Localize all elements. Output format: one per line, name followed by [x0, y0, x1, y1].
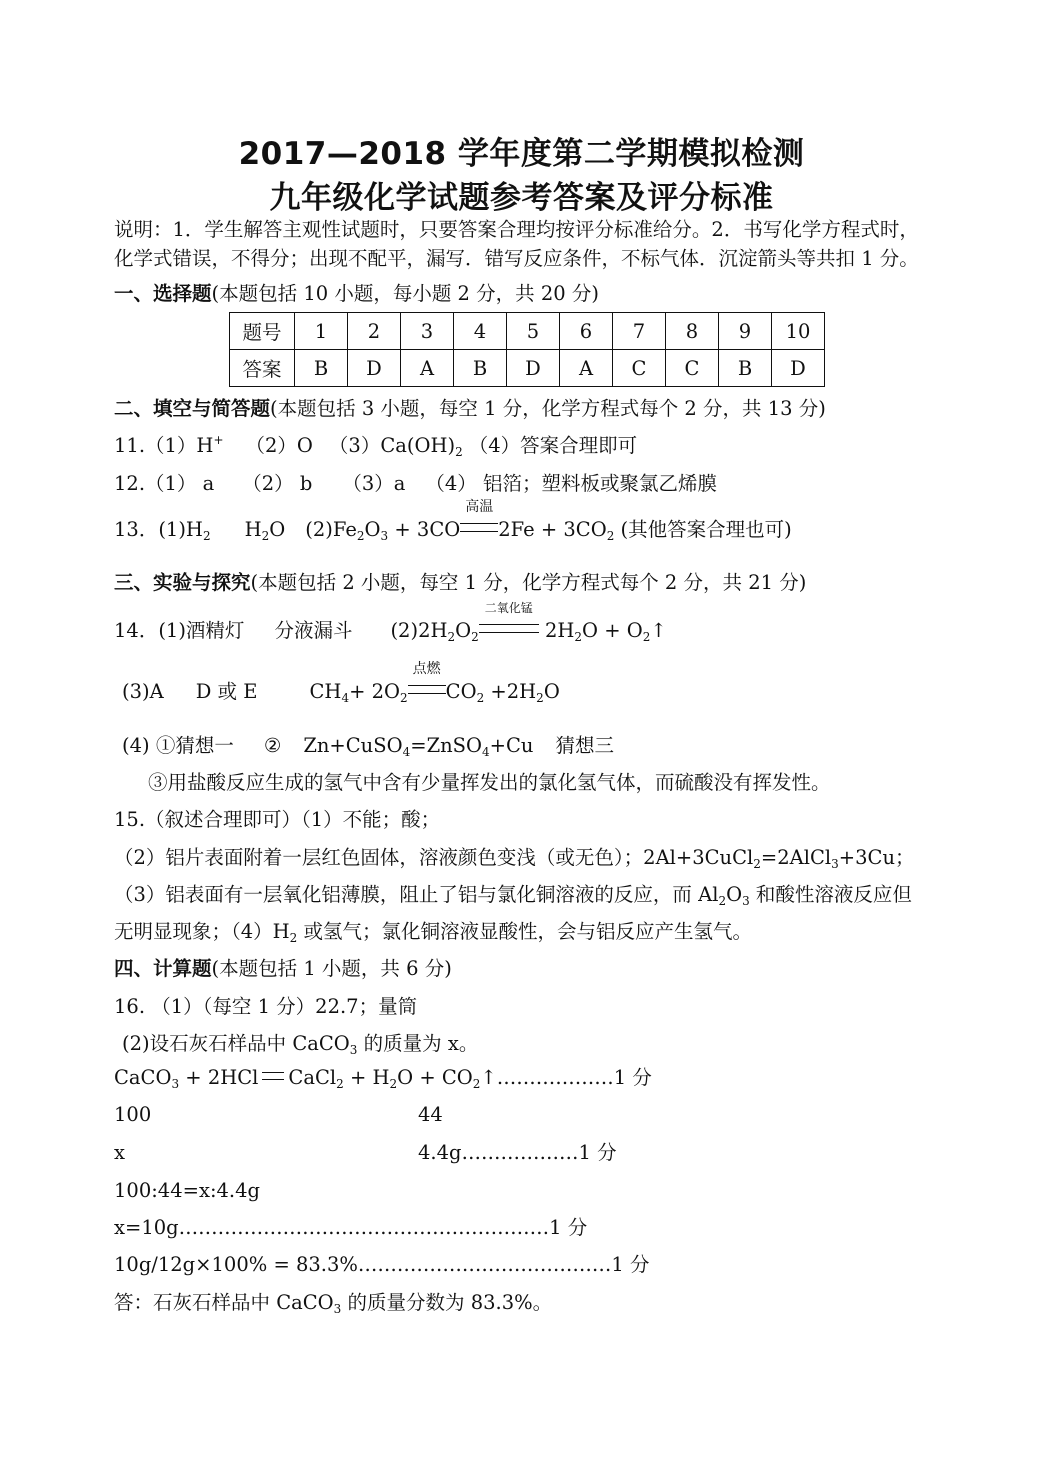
table-cell-number: 9	[719, 313, 772, 350]
q14-4-eq-3: +Cu	[489, 734, 534, 757]
q13-eq-1: (2)Fe	[305, 518, 357, 541]
section-3-header	[114, 571, 806, 595]
q13-sub: 2	[356, 529, 365, 543]
calc-sub: 2	[336, 1077, 344, 1091]
reaction-condition	[479, 601, 539, 643]
calc-ratio-1-right: 44	[418, 1103, 443, 1126]
q14-eq-2: O	[455, 619, 472, 642]
table-cell-number: 1	[295, 313, 348, 350]
section-1-heading: 一、选择题	[114, 282, 212, 305]
q15-3-part-1: （3）铝表面有一层氧化铝薄膜，阻止了铝与氯化铜溶液的反应，而 Al	[114, 883, 719, 906]
table-cell-number: 8	[666, 313, 719, 350]
calc-eq-4: + H	[343, 1066, 390, 1089]
q14-sub: 2	[471, 630, 479, 644]
q15-2-part-3: +3Cu；	[838, 846, 915, 869]
calc-sub: 2	[472, 1077, 481, 1091]
q14-3-eq-3: CO	[445, 680, 477, 703]
q13-eq-4: 2Fe + 3CO	[498, 518, 607, 541]
section-1-header	[114, 282, 599, 306]
q14-part-1: 14．(1)酒精灯	[114, 619, 245, 642]
calc-ratio-2-left: x	[114, 1141, 125, 1164]
q14-3-eq-2: + 2O	[349, 680, 401, 703]
q12-part-1: 12.（1） a	[114, 472, 215, 495]
question-16-2	[122, 1032, 478, 1056]
calc-eq-1: CaCO	[114, 1066, 172, 1089]
q14-sub: 2	[574, 630, 583, 644]
answer-table	[229, 312, 825, 387]
calc-eq-3: CaCl	[288, 1066, 337, 1089]
q15-sub: 2	[289, 931, 298, 945]
table-cell-answer: A	[560, 350, 613, 387]
q14-sub: 2	[642, 630, 651, 644]
final-answer-part-1: 答：石灰石样品中 CaCO	[114, 1291, 334, 1314]
table-cell-answer: B	[295, 350, 348, 387]
q12-part-2: （2） b	[242, 472, 313, 495]
section-4-header	[114, 957, 452, 981]
q12-part-3: （3）a	[342, 472, 406, 495]
table-cell-number: 2	[348, 313, 401, 350]
q14-eq-1: (2)2H	[390, 619, 448, 642]
q15-2-part-2: =2AlCl	[760, 846, 832, 869]
section-1-desc: (本题包括 10 小题，每小题 2 分，共 20 分)	[211, 282, 599, 305]
q15-sub: 3	[742, 894, 750, 908]
q13-sub: 2	[606, 529, 615, 543]
q14-3-sub: 2	[400, 691, 408, 705]
q15-3-part-2: O	[726, 883, 743, 906]
table-cell-answer: A	[401, 350, 454, 387]
q14-3-part-1: (3)A	[122, 680, 164, 703]
question-14-1	[114, 601, 667, 644]
q13-part-1: 13．(1)H	[114, 518, 203, 541]
q14-part-2: 分液漏斗	[274, 619, 353, 642]
table-cell-number: 4	[454, 313, 507, 350]
q15-4-part-1: 无明显现象；（4）H	[114, 920, 290, 943]
table-cell-number: 6	[560, 313, 613, 350]
q15-sub: 2	[718, 894, 727, 908]
table-cell-answer: D	[507, 350, 560, 387]
q14-eq-4: O + O	[582, 619, 643, 642]
question-15-1: 15.（叙述合理即可）（1）不能；酸；	[114, 808, 441, 831]
question-13	[114, 499, 792, 543]
q15-4-part-2: 或氢气；氯化铜溶液显酸性，会与铝反应产生氢气。	[297, 920, 753, 943]
q13-eq-3: + 3CO	[388, 518, 461, 541]
calc-equation	[114, 1066, 652, 1090]
final-answer-sub: 3	[333, 1302, 342, 1316]
q16-sub: 3	[349, 1043, 358, 1057]
q14-4-part-3: 猜想三	[555, 734, 615, 757]
q14-4-part-2: ②	[263, 734, 282, 757]
question-15-2	[114, 846, 915, 870]
calc-percentage: 10g/12g×100% = 83.3%…………………………………1 分	[114, 1253, 650, 1276]
table-cell-answer: C	[666, 350, 719, 387]
q14-3-part-2: D 或 E	[195, 680, 258, 703]
section-2-desc: (本题包括 3 小题，每空 1 分，化学方程式每个 2 分，共 13 分)	[270, 397, 826, 420]
q11-sup: +	[213, 433, 224, 447]
question-14-4b: ③用盐酸反应生成的氢气中含有少量挥发出的氯化氢气体，而硫酸没有挥发性。	[148, 771, 831, 794]
notes-line-2: 化学式错误，不得分；出现不配平，漏写．错写反应条件，不标气体．沉淀箭头等共扣 1 分。	[114, 247, 919, 270]
q14-3-eq-4: +2H	[484, 680, 537, 703]
q11-part-1: 11.（1）H	[114, 434, 214, 457]
q14-3-eq-1: CH	[309, 680, 342, 703]
q16-2-part-2: 的质量为 x。	[357, 1032, 479, 1055]
final-answer-part-2: 的质量分数为 83.3%。	[341, 1291, 553, 1314]
table-row-numbers	[230, 313, 825, 350]
calc-proportion: 100:44=x:4.4g	[114, 1179, 261, 1202]
calc-ratio-1-left: 100	[114, 1103, 152, 1126]
q14-3-sub: 4	[341, 691, 350, 705]
table-row-label: 答案	[230, 350, 295, 387]
page-title: 2017—2018 学年度第二学期模拟检测	[238, 136, 805, 172]
q15-sub: 2	[753, 857, 761, 871]
q11-part-3: （3）Ca(OH)	[328, 434, 456, 457]
calc-eq-2: + 2HCl	[179, 1066, 259, 1089]
page-subtitle: 九年级化学试题参考答案及评分标准	[269, 180, 774, 216]
condition-label: 二氧化锰	[484, 601, 533, 615]
section-2-heading: 二、填空与简答题	[114, 397, 271, 420]
section-4-heading: 四、计算题	[114, 957, 212, 980]
calc-ratio-2-right: 4.4g………………1 分	[418, 1141, 617, 1164]
section-3-desc: (本题包括 2 小题，每空 1 分，化学方程式每个 2 分，共 21 分)	[250, 571, 807, 594]
table-row-answers	[230, 350, 825, 387]
q11-part-4: （4）答案合理即可	[468, 434, 638, 457]
q13-sub: 2	[202, 529, 211, 543]
q14-3-sub: 2	[536, 691, 544, 705]
question-15-3	[114, 883, 912, 907]
q14-4-eq-1: Zn+CuSO	[303, 734, 403, 757]
reaction-condition	[408, 661, 446, 704]
calc-sub: 3	[171, 1077, 180, 1091]
table-cell-number: 10	[772, 313, 825, 350]
q13-part-2: H	[244, 518, 262, 541]
final-answer	[114, 1291, 552, 1315]
calc-x-value: x=10g…………………………………………………1 分	[114, 1216, 588, 1239]
q13-part-2b: O	[269, 518, 286, 541]
q14-4-eq-2: =ZnSO	[410, 734, 483, 757]
q14-eq-3: 2H	[538, 619, 575, 642]
notes-line-1: 说明：1．学生解答主观性试题时，只要答案合理均按评分标准给分。2．书写化学方程式时，	[114, 218, 919, 241]
q12-part-4: （4） 铝箔；塑料板或聚氯乙烯膜	[425, 472, 717, 495]
q13-note: (其他答案合理也可)	[614, 518, 792, 541]
q11-sub: 2	[455, 445, 463, 459]
q15-2-part-1: （2）铝片表面附着一层红色固体，溶液颜色变浅（或无色）；2Al+3CuCl	[114, 846, 754, 869]
section-3-heading: 三、实验与探究	[114, 571, 251, 594]
condition-label: 点燃	[412, 661, 441, 677]
q14-arrow: ↑	[650, 619, 667, 642]
table-cell-answer: D	[348, 350, 401, 387]
calc-eq-6: ↑………………1 分	[480, 1066, 652, 1089]
table-cell-answer: D	[772, 350, 825, 387]
q14-4-sub: 4	[402, 745, 411, 759]
question-16-1: 16. （1）（每空 1 分）22.7；量筒	[114, 995, 418, 1018]
q14-4-part-1: (4) ①猜想一	[122, 734, 234, 757]
table-cell-answer: B	[454, 350, 507, 387]
table-cell-number: 3	[401, 313, 454, 350]
question-14-4	[122, 734, 614, 758]
q11-part-2: （2）O	[245, 434, 313, 457]
calc-sub: 2	[389, 1077, 398, 1091]
condition-label: 高温	[465, 499, 494, 515]
question-14-3	[122, 661, 560, 705]
question-15-4	[114, 920, 752, 944]
q14-3-eq-5: O	[543, 680, 560, 703]
q15-sub: 3	[831, 857, 839, 871]
question-11	[114, 434, 637, 458]
q13-sub: 2	[261, 529, 270, 543]
q14-4-sub: 4	[482, 745, 490, 759]
section-2-header	[114, 397, 826, 421]
table-cell-answer: B	[719, 350, 772, 387]
section-4-desc: (本题包括 1 小题，共 6 分)	[211, 957, 452, 980]
q14-3-sub: 2	[476, 691, 485, 705]
equals-sign	[262, 1072, 284, 1080]
table-cell-number: 5	[507, 313, 560, 350]
table-row-label: 题号	[230, 313, 295, 350]
q13-eq-2: O	[364, 518, 381, 541]
q13-sub: 3	[380, 529, 389, 543]
q16-2-part-1: (2)设石灰石样品中 CaCO	[122, 1032, 350, 1055]
table-cell-answer: C	[613, 350, 666, 387]
q14-sub: 2	[447, 630, 456, 644]
question-12	[114, 472, 717, 496]
calc-eq-5: O + CO	[397, 1066, 473, 1089]
reaction-condition	[460, 499, 498, 542]
table-cell-number: 7	[613, 313, 666, 350]
q15-3-part-3: 和酸性溶液反应但	[749, 883, 912, 906]
